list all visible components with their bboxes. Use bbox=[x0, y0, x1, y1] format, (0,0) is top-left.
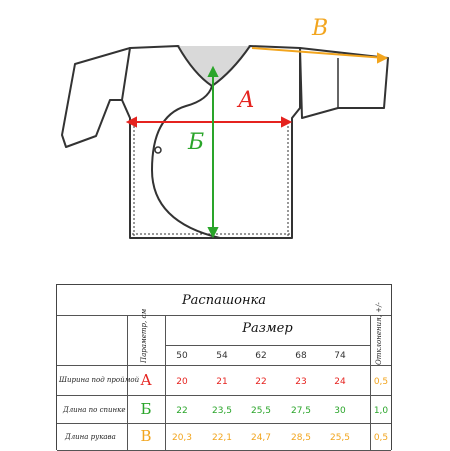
table-title: Распашонка bbox=[181, 293, 267, 308]
row-label-a: Ширина под проймой bbox=[59, 376, 140, 384]
size-col-62: 62 bbox=[255, 351, 267, 361]
row-label-b: Длина по спинке bbox=[63, 406, 126, 414]
row-v-68: 28,5 bbox=[290, 433, 312, 443]
left-sleeve bbox=[62, 48, 130, 147]
row-b-74: 30 bbox=[334, 406, 346, 416]
row-a-74: 24 bbox=[334, 377, 346, 387]
size-col-50: 50 bbox=[176, 351, 188, 361]
row-letter-b: Б bbox=[140, 400, 152, 418]
size-col-54: 54 bbox=[216, 351, 228, 361]
row-b-50: 22 bbox=[176, 406, 188, 416]
row-b-68: 27,5 bbox=[290, 406, 312, 416]
tolerance-header: Отклонения, +/- bbox=[375, 302, 383, 365]
row-letter-a: А bbox=[140, 371, 152, 389]
size-header: Размер bbox=[242, 321, 293, 336]
size-table bbox=[56, 284, 392, 450]
size-col-68: 68 bbox=[295, 351, 307, 361]
label-b: Б bbox=[188, 130, 205, 155]
row-label-v: Длина рукава bbox=[65, 433, 116, 441]
row-b-62: 25,5 bbox=[250, 406, 272, 416]
right-sleeve bbox=[300, 48, 388, 118]
label-v: В bbox=[312, 16, 329, 41]
label-a: А bbox=[238, 88, 255, 113]
row-a-68: 23 bbox=[295, 377, 307, 387]
row-v-74: 25,5 bbox=[329, 433, 351, 443]
row-v-50: 20,3 bbox=[171, 433, 193, 443]
row-a-50: 20 bbox=[176, 377, 188, 387]
size-col-74: 74 bbox=[334, 351, 346, 361]
row-letter-v: В bbox=[140, 427, 152, 445]
row-b-tolerance: 1,0 bbox=[373, 406, 389, 416]
row-v-54: 22,1 bbox=[211, 433, 233, 443]
row-a-tolerance: 0,5 bbox=[373, 377, 389, 387]
row-v-62: 24,7 bbox=[250, 433, 272, 443]
param-header: Параметр, см bbox=[140, 308, 148, 363]
row-a-54: 21 bbox=[216, 377, 228, 387]
row-v-tolerance: 0,5 bbox=[373, 433, 389, 443]
row-a-62: 22 bbox=[255, 377, 267, 387]
row-b-54: 23,5 bbox=[211, 406, 233, 416]
